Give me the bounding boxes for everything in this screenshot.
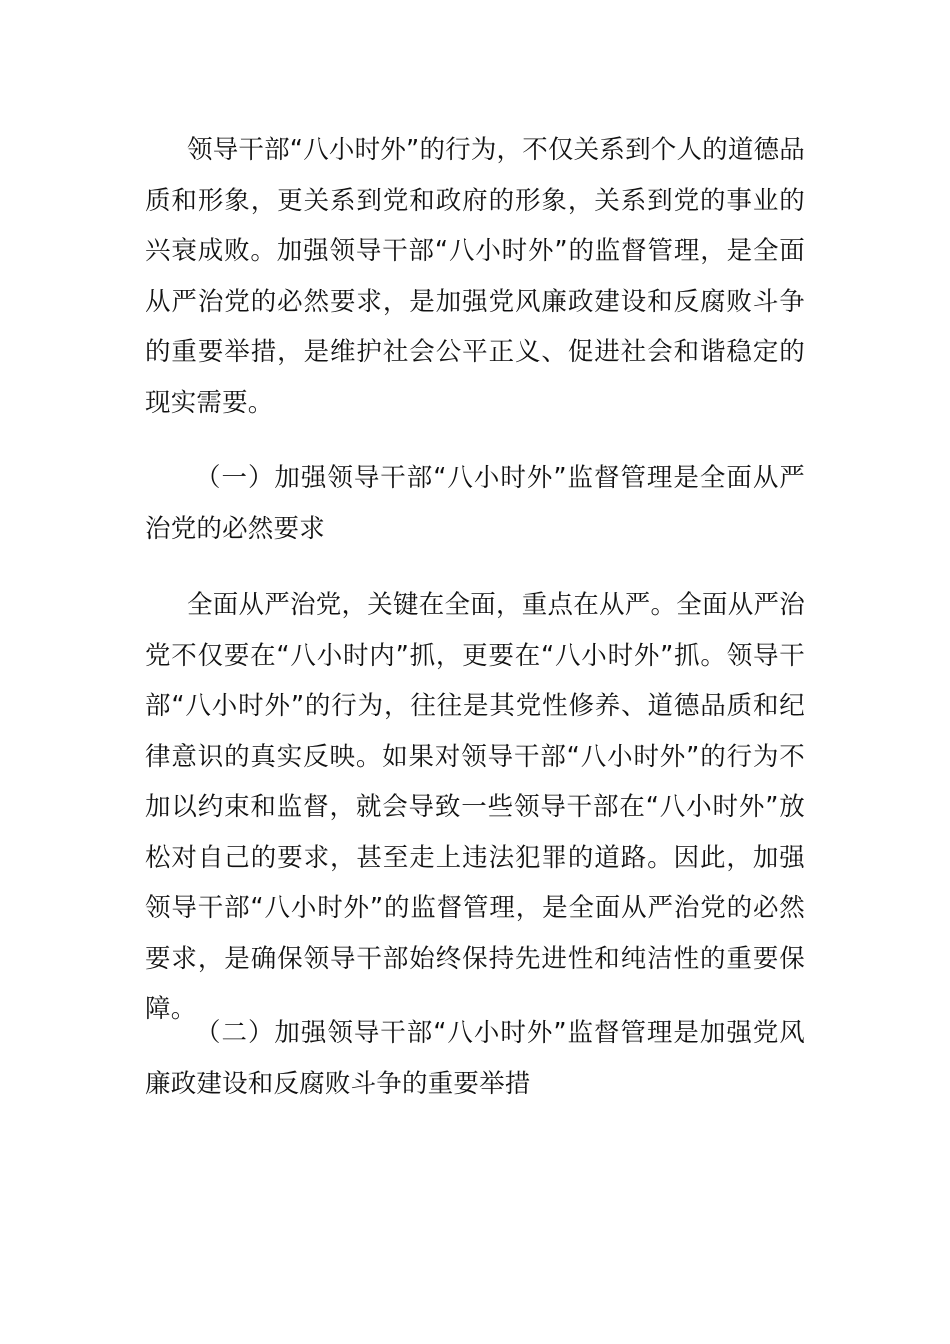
section-heading-2: （二）加强领导干部“八小时外”监督管理是加强党风廉政建设和反腐败斗争的重要举措 bbox=[145, 1018, 805, 1099]
body-paragraph-intro: 领导干部“八小时外”的行为，不仅关系到个人的道德品质和形象，更关系到党和政府的形象，关系到党的事业的兴衰成败。加强领导干部“八小时外”的监督管理，是全面从严治党的必然要求，是加强党风廉政建设和反腐败斗争的重要举措，是维护社会公平正义、促进社会和谐稳定的现实需要。 bbox=[145, 135, 805, 418]
body-paragraph-section-1: 全面从严治党，关键在全面，重点在从严。全面从严治党不仅要在“八小时内”抓，更要在“八小时外”抓。领导干部“八小时外”的行为，往往是其党性修养、道德品质和纪律意识的真实反映。如果对领导干部“八小时外”的行为不加以约束和监督，就会导致一些领导干部在“八小时外”放松对自己的要求，甚至走上违法犯罪的道路。因此，加强领导干部“八小时外”的监督管理，是全面从严治党的必然要求，是确保领导干部始终保持先进性和纯洁性的重要保障。 bbox=[145, 590, 805, 1024]
section-heading-1: （一）加强领导干部“八小时外”监督管理是全面从严治党的必然要求 bbox=[145, 463, 805, 544]
